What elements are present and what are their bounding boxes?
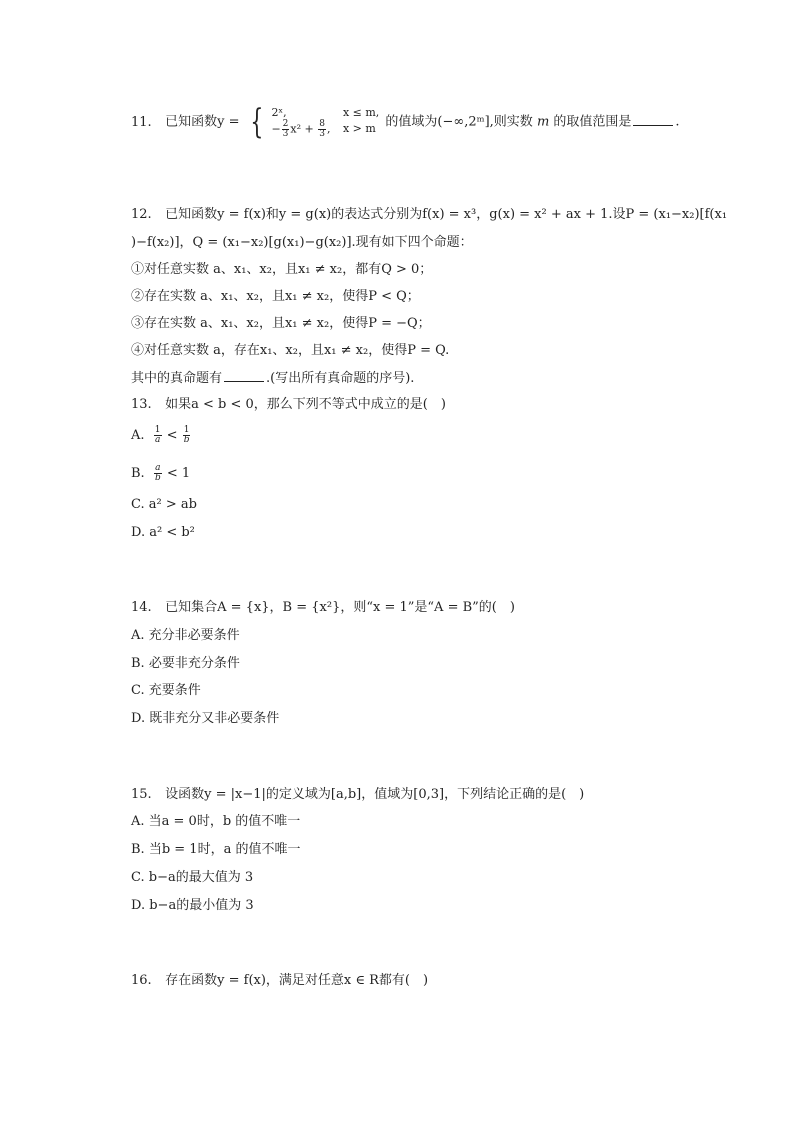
proposition-1: ①对任意实数 a、x₁、x₂，且x₁ ≠ x₂，都有Q > 0；	[131, 262, 433, 277]
question-12-line-1	[131, 206, 727, 224]
case-2-condition: x > m	[342, 122, 376, 135]
question-number: 14.	[131, 600, 152, 615]
question-15	[131, 786, 584, 804]
question-13-stem: 如果a < b < 0，那么下列不等式中成立的是( )	[165, 397, 446, 412]
case-1-expression: 2ˣ,	[271, 105, 287, 119]
case-1-condition: x ≤ m,	[342, 105, 380, 119]
question-11-suffix2: 的取值范围是	[553, 114, 632, 130]
option-d: D. 既非充分又非必要条件	[131, 711, 280, 726]
option-c: C. b−a的最大值为 3	[131, 870, 254, 885]
fraction-1-over-a: $\frac{1}{a}$	[154, 425, 161, 445]
piecewise-cases	[271, 106, 379, 139]
question-11	[131, 102, 680, 142]
question-14-stem: 已知集合A = {x}，B = {x²}，则“x = 1”是“A = B”的( )	[165, 600, 515, 615]
fraction-eight-thirds: $\frac{8}{3}$	[319, 118, 325, 139]
case-row-1	[271, 106, 379, 119]
question-16	[131, 972, 428, 990]
question-number: 16.	[131, 973, 152, 988]
answer-blank	[633, 113, 673, 126]
question-15-stem: 设函数y = |x−1|的定义域为[a,b]，值域为[0,3]，下列结论正确的是( )	[165, 787, 585, 802]
question-14	[131, 599, 515, 617]
question-number: 13.	[131, 397, 152, 412]
option-b: B. 当b = 1时，a 的值不唯一	[131, 842, 301, 857]
proposition-2: ②存在实数 a、x₁、x₂，且x₁ ≠ x₂，使得P < Q；	[131, 289, 420, 304]
proposition-4: ④对任意实数 a，存在x₁、x₂，且x₁ ≠ x₂，使得P = Q.	[131, 343, 450, 358]
option-d: D. a² < b²	[131, 525, 195, 540]
piecewise-function	[246, 102, 380, 142]
option-a: A. 充分非必要条件	[131, 628, 240, 643]
question-12-conclusion: 其中的真命题有 .(写出所有真命题的序号).	[131, 371, 415, 386]
proposition-3: ③存在实数 a、x₁、x₂，且x₁ ≠ x₂，使得P = −Q；	[131, 316, 431, 331]
option-b: B. $\frac{a}{b}$ < 1	[131, 463, 191, 483]
fraction-1-over-b: $\frac{1}{b}$	[183, 425, 190, 445]
question-11-suffix: 的值域为(−∞,2ᵐ],则实数	[385, 114, 533, 130]
option-b: B. 必要非充分条件	[131, 656, 240, 671]
option-a: A. $\frac{1}{a}$ < $\frac{1}{b}$	[131, 425, 190, 445]
question-11-prefix: 已知函数y =	[165, 114, 240, 130]
fraction-two-thirds: $\frac{2}{3}$	[282, 118, 289, 139]
question-number: 11.	[131, 114, 152, 130]
question-16-stem: 存在函数y = f(x)，满足对任意x ∈ R都有( )	[165, 973, 429, 988]
case-2-expression: − $\frac{2}{3}$ x² + $\frac{8}{3}$ ,	[271, 118, 331, 139]
question-12-stem-1: 已知函数y = f(x)和y = g(x)的表达式分别为f(x) = x³，g(x) = x² + ax + 1.设P = (x₁−x₂)[f(x₁	[165, 207, 728, 222]
fraction-a-over-b: $\frac{a}{b}$	[154, 463, 161, 483]
case-row-2	[271, 118, 376, 139]
option-c: C. a² > ab	[131, 497, 197, 512]
question-number: 15.	[131, 787, 152, 802]
question-12-line-2: )−f(x₂)]，Q = (x₁−x₂)[g(x₁)−g(x₂)].现有如下四个命题：	[131, 235, 473, 250]
option-a: A. 当a = 0时，b 的值不唯一	[131, 814, 301, 829]
option-d: D. b−a的最小值为 3	[131, 898, 254, 913]
brace-symbol: {	[249, 102, 263, 142]
question-11-end: .	[675, 114, 680, 130]
question-number: 12.	[131, 207, 152, 222]
variable-m: m	[536, 114, 550, 130]
answer-blank	[224, 369, 264, 382]
question-13	[131, 396, 446, 414]
option-c: C. 充要条件	[131, 683, 201, 698]
